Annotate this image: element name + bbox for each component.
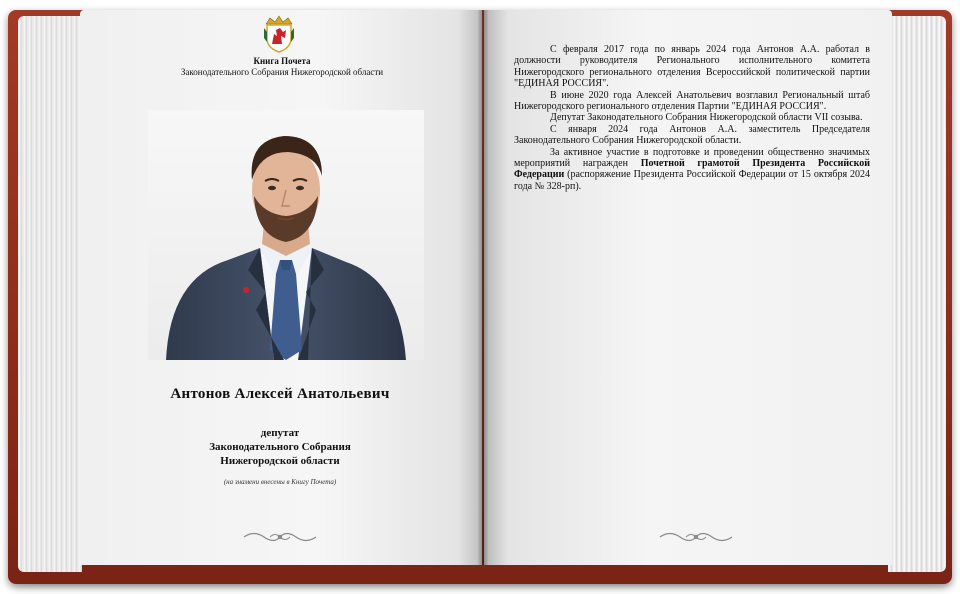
award-text-end: (распоряжение Президента Российской Федерации от 15 октября 2024 года № 328-рп). <box>514 169 870 192</box>
bio-paragraph: В июне 2020 года Алексей Анатольевич возглавил Региональный штаб Нижегородского регионального отделения Партии "ЕДИНАЯ РОССИЯ". <box>514 89 870 113</box>
page-stack-right <box>888 16 946 572</box>
portrait-photo <box>148 110 424 360</box>
entry-note: (на знамени внесены в Книгу Почета) <box>223 478 337 486</box>
book-header <box>150 56 414 78</box>
coat-of-arms-icon <box>262 14 296 54</box>
book-gutter <box>478 10 488 565</box>
bio-paragraph: С января 2024 года Антонов А.А. заместитель Председателя Законодательного Собрания Нижегородской области. <box>514 123 870 147</box>
bio-paragraph: С февраля 2017 года по январь 2024 года Антонов А.А. работал в должности руководителя Регионального исполнительного комитета Нижегородского регионального отделения Всероссийской политической партии "ЕДИНАЯ РОССИЯ". <box>514 44 870 90</box>
role-line-1: депутат <box>260 427 300 439</box>
role-line-3: Нижегородской области <box>220 455 340 467</box>
bio-paragraph: Депутат Законодательного Собрания Нижегородской области VII созыва. <box>550 112 863 124</box>
book-title: Книга Почета <box>253 56 311 66</box>
award-title: Почетной грамотой Президента Российской Федерации <box>514 158 870 181</box>
person-role <box>140 426 420 468</box>
book-subtitle: Законодательного Собрания Нижегородской области <box>180 67 384 77</box>
award-text-start: За активное участие в подготовке и проведении общественно значимых мероприятий награжден <box>514 146 870 170</box>
role-line-2: Законодательного Собрания <box>209 441 351 453</box>
bio-paragraph-award <box>514 147 870 193</box>
ornament-flourish-icon <box>240 528 320 546</box>
biography-text <box>514 44 870 192</box>
ornament-flourish-icon <box>656 528 736 546</box>
person-name: Антонов Алексей Анатольевич <box>170 386 390 402</box>
page-stack-left <box>18 16 82 572</box>
